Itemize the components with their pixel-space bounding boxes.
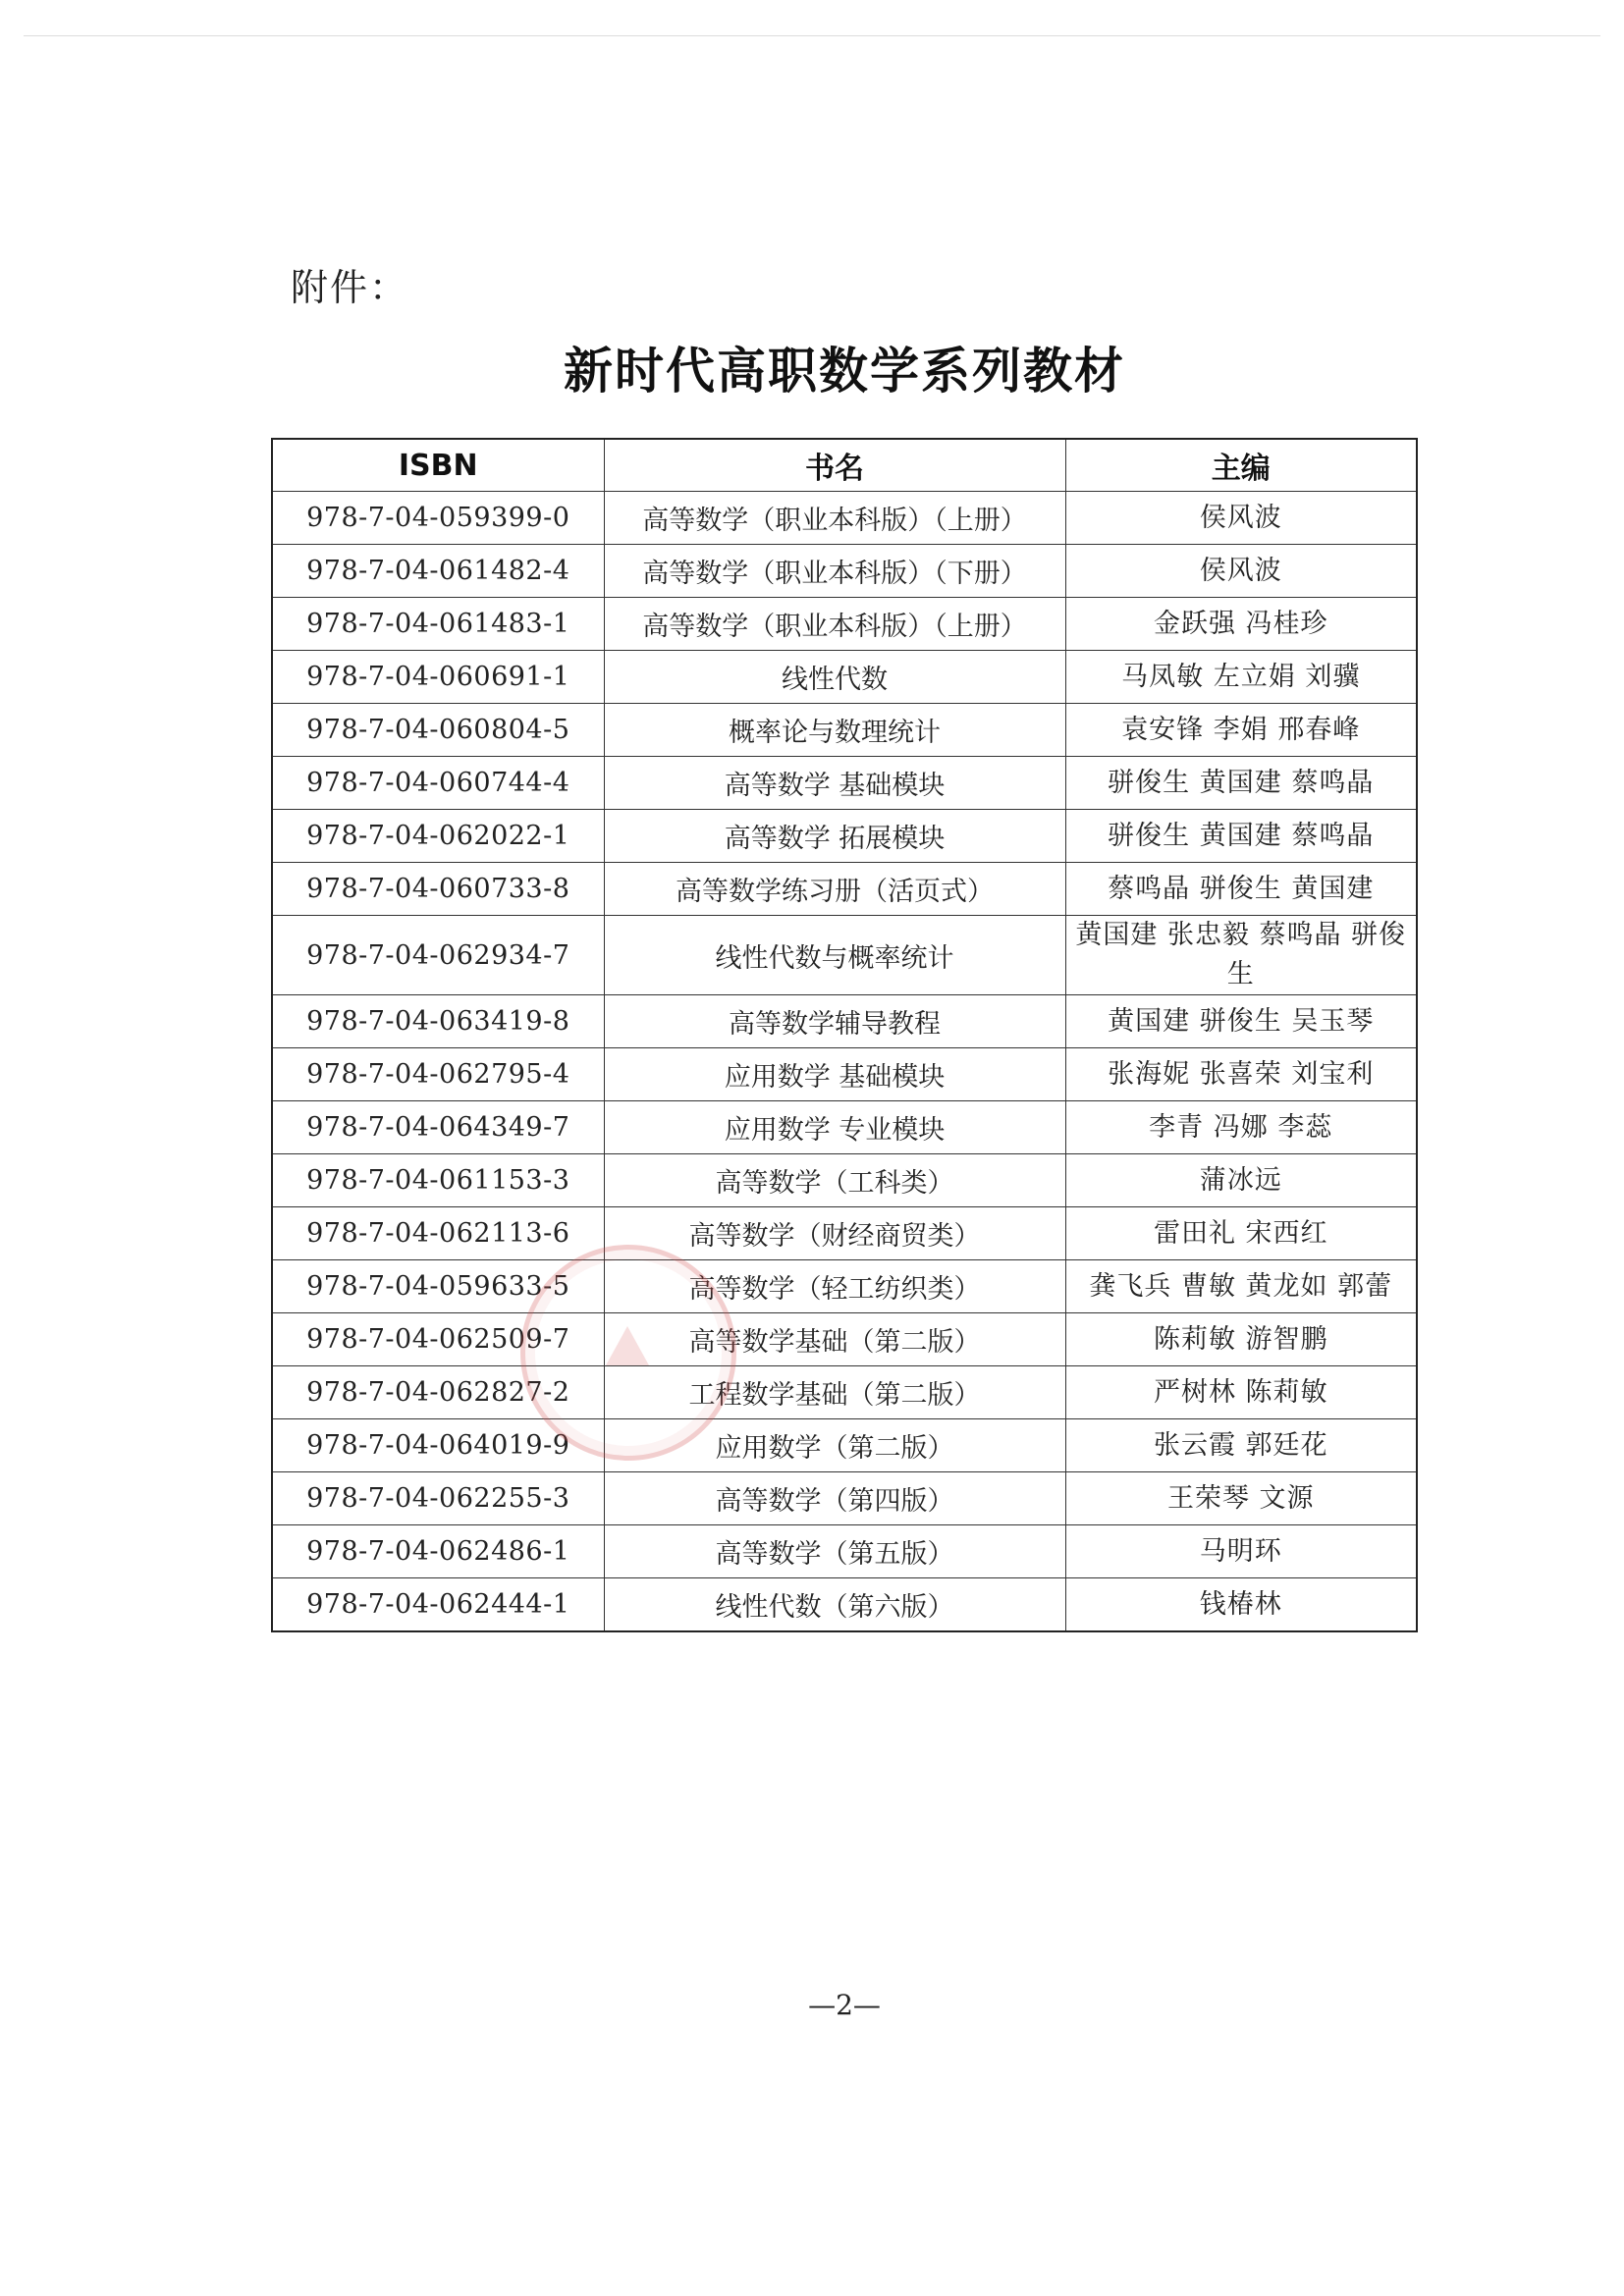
book-title-cell: 高等数学（财经商贸类） [604, 1207, 1065, 1260]
book-title-cell: 高等数学（第五版） [604, 1525, 1065, 1578]
table-row [272, 704, 1417, 757]
attachment-label: 附件： [291, 266, 409, 309]
isbn-cell: 978-7-04-062509-7 [272, 1313, 604, 1366]
editor-cell: 严树林 陈莉敏 [1065, 1366, 1417, 1419]
table-row [272, 1366, 1417, 1419]
table-row [272, 757, 1417, 810]
book-title-cell: 应用数学 专业模块 [604, 1101, 1065, 1154]
isbn-cell: 978-7-04-062022-1 [272, 810, 604, 863]
editor-cell: 龚飞兵 曹敏 黄龙如 郭蕾 [1065, 1260, 1417, 1313]
page-number: —2— [808, 1989, 881, 2021]
book-title-cell: 高等数学（职业本科版）（上册） [604, 492, 1065, 545]
editor-cell: 张云霞 郭廷花 [1065, 1419, 1417, 1472]
table-row [272, 492, 1417, 545]
editor-cell: 马凤敏 左立娟 刘骥 [1065, 651, 1417, 704]
book-title-cell: 工程数学基础（第二版） [604, 1366, 1065, 1419]
book-title-cell: 应用数学（第二版） [604, 1419, 1065, 1472]
page-title: 新时代高职数学系列教材 [564, 342, 1125, 400]
table-row [272, 598, 1417, 651]
editor-cell: 侯风波 [1065, 492, 1417, 545]
table-row [272, 1101, 1417, 1154]
table-header-row [272, 439, 1417, 492]
editor-cell: 骈俊生 黄国建 蔡鸣晶 [1065, 757, 1417, 810]
isbn-cell: 978-7-04-062444-1 [272, 1578, 604, 1632]
isbn-cell: 978-7-04-060804-5 [272, 704, 604, 757]
table-row [272, 995, 1417, 1048]
table-row [272, 1525, 1417, 1578]
isbn-cell: 978-7-04-060744-4 [272, 757, 604, 810]
isbn-cell: 978-7-04-059633-5 [272, 1260, 604, 1313]
table-row [272, 863, 1417, 916]
book-title-cell: 高等数学（职业本科版）（上册） [604, 598, 1065, 651]
table-row [272, 1578, 1417, 1632]
book-title-cell: 高等数学基础（第二版） [604, 1313, 1065, 1366]
book-title-cell: 高等数学（工科类） [604, 1154, 1065, 1207]
isbn-cell: 978-7-04-062795-4 [272, 1048, 604, 1101]
top-rule [24, 35, 1600, 36]
isbn-cell: 978-7-04-062934-7 [272, 916, 604, 995]
book-title-cell: 高等数学辅导教程 [604, 995, 1065, 1048]
editor-cell: 蒲冰远 [1065, 1154, 1417, 1207]
editor-cell: 陈莉敏 游智鹏 [1065, 1313, 1417, 1366]
isbn-cell: 978-7-04-060733-8 [272, 863, 604, 916]
isbn-cell: 978-7-04-064019-9 [272, 1419, 604, 1472]
table-row [272, 916, 1417, 995]
editor-cell: 侯风波 [1065, 545, 1417, 598]
book-title-cell: 高等数学练习册（活页式） [604, 863, 1065, 916]
header-title: 书名 [604, 439, 1065, 492]
header-isbn: ISBN [272, 439, 604, 492]
editor-cell: 王荣琴 文源 [1065, 1472, 1417, 1525]
header-editor: 主编 [1065, 439, 1417, 492]
book-title-cell: 高等数学（职业本科版）（下册） [604, 545, 1065, 598]
editor-cell: 李青 冯娜 李蕊 [1065, 1101, 1417, 1154]
isbn-cell: 978-7-04-060691-1 [272, 651, 604, 704]
book-title-cell: 线性代数 [604, 651, 1065, 704]
editor-cell: 骈俊生 黄国建 蔡鸣晶 [1065, 810, 1417, 863]
editor-cell: 蔡鸣晶 骈俊生 黄国建 [1065, 863, 1417, 916]
isbn-cell: 978-7-04-062113-6 [272, 1207, 604, 1260]
isbn-cell: 978-7-04-062255-3 [272, 1472, 604, 1525]
editor-cell: 张海妮 张喜荣 刘宝利 [1065, 1048, 1417, 1101]
isbn-cell: 978-7-04-062827-2 [272, 1366, 604, 1419]
book-title-cell: 高等数学（轻工纺织类） [604, 1260, 1065, 1313]
textbook-table [271, 438, 1418, 1632]
editor-cell: 钱椿林 [1065, 1578, 1417, 1632]
editor-cell: 黄国建 张忠毅 蔡鸣晶 骈俊生 [1065, 916, 1417, 995]
editor-cell: 马明环 [1065, 1525, 1417, 1578]
table-row [272, 545, 1417, 598]
isbn-cell: 978-7-04-064349-7 [272, 1101, 604, 1154]
table-row [272, 651, 1417, 704]
editor-cell: 金跃强 冯桂珍 [1065, 598, 1417, 651]
table-row [272, 1207, 1417, 1260]
table-row [272, 1048, 1417, 1101]
book-title-cell: 应用数学 基础模块 [604, 1048, 1065, 1101]
book-title-cell: 线性代数与概率统计 [604, 916, 1065, 995]
book-title-cell: 概率论与数理统计 [604, 704, 1065, 757]
isbn-cell: 978-7-04-059399-0 [272, 492, 604, 545]
editor-cell: 黄国建 骈俊生 吴玉琴 [1065, 995, 1417, 1048]
editor-cell: 袁安锋 李娟 邢春峰 [1065, 704, 1417, 757]
table-row [272, 1260, 1417, 1313]
isbn-cell: 978-7-04-063419-8 [272, 995, 604, 1048]
isbn-cell: 978-7-04-062486-1 [272, 1525, 604, 1578]
isbn-cell: 978-7-04-061482-4 [272, 545, 604, 598]
editor-cell: 雷田礼 宋西红 [1065, 1207, 1417, 1260]
book-title-cell: 高等数学（第四版） [604, 1472, 1065, 1525]
table-row [272, 810, 1417, 863]
book-title-cell: 高等数学 拓展模块 [604, 810, 1065, 863]
book-title-cell: 线性代数（第六版） [604, 1578, 1065, 1632]
book-title-cell: 高等数学 基础模块 [604, 757, 1065, 810]
table-row [272, 1472, 1417, 1525]
isbn-cell: 978-7-04-061483-1 [272, 598, 604, 651]
table-row [272, 1313, 1417, 1366]
table-row [272, 1154, 1417, 1207]
isbn-cell: 978-7-04-061153-3 [272, 1154, 604, 1207]
table-row [272, 1419, 1417, 1472]
